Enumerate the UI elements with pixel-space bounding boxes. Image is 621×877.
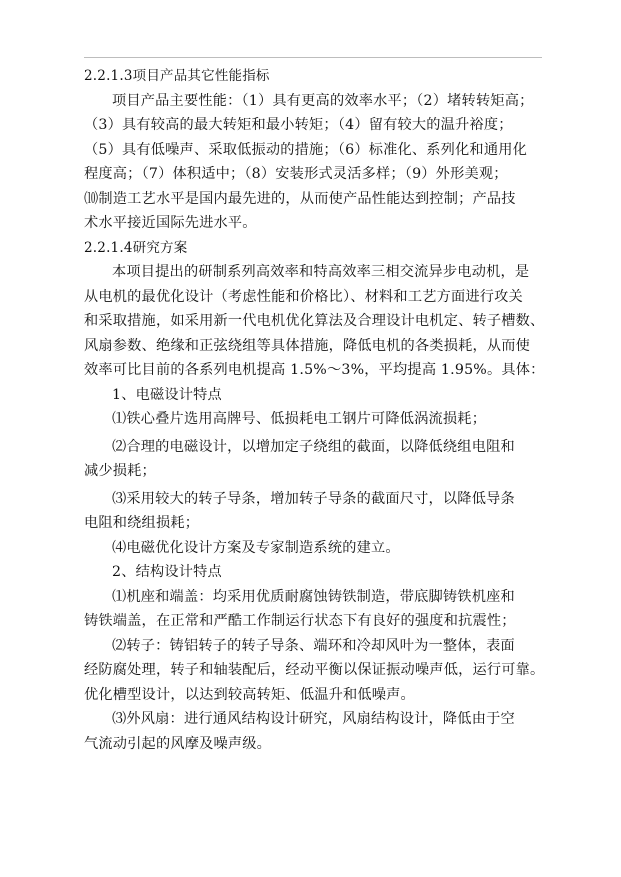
paragraph-line: 从电机的最优化设计（考虑性能和价格比）、材料和工艺方面进行攻关 [84, 288, 523, 305]
list-item: ⑶外风扇：进行通风结构设计研究，风扇结构设计，降低由于空 [112, 711, 515, 727]
list-item: ⑷电磁优化设计方案及专家制造系统的建立。 [112, 539, 400, 556]
paragraph-line: 项目产品主要性能：（1）具有更高的效率水平；（2）堵转转矩高； [112, 92, 534, 109]
paragraph-line: 风扇参数、绝缘和正弦绕组等具体措施，降低电机的各类损耗，从而使 [84, 337, 531, 354]
paragraph-line: 术水平接近国际先进水平。 [84, 215, 257, 231]
paragraph-line: （5）具有低噪声、采取低振动的措施；（6）标准化、系列化和通用化 [84, 141, 527, 158]
paragraph-line: 本项目提出的研制系列高效率和特高效率三相交流异步电动机，是 [112, 264, 530, 280]
list-item-continuation: 减少损耗； [84, 463, 156, 479]
list-item-continuation: 电阻和绕组损耗； [84, 515, 200, 531]
list-item: ⑵合理的电磁设计，以增加定子绕组的截面，以降低绕组电阻和 [112, 438, 515, 455]
subheading-electromagnetic: 1、电磁设计特点 [112, 386, 222, 403]
paragraph-line: 和采取措施，如采用新一代电机优化算法及合理设计电机定、转子槽数、 [84, 313, 545, 329]
document-body [84, 64, 545, 756]
paragraph-line: ⑽制造工艺水平是国内最先进的，从而使产品性能达到控制；产品技 [84, 190, 516, 207]
header-rule [84, 57, 542, 58]
list-item-continuation: 气流动引起的风摩及噪声级。 [84, 735, 272, 752]
paragraph-line: 程度高；（7）体积适中；（8）安装形式灵活多样；（9）外形美观； [84, 166, 508, 182]
paragraph-line: 效率可比目前的各系列电机提高 1.5%～3%，平均提高 1.95%。具体： [84, 362, 545, 378]
list-item: ⑵转子：铸铝转子的转子导条、端环和冷却风叶为一整体，表面 [112, 637, 515, 654]
subheading-structure: 2、结构设计特点 [112, 564, 222, 580]
list-item: ⑶采用较大的转子导条，增加转子导条的截面尺寸，以降低导条 [112, 490, 515, 507]
heading-2-2-1-4: 2.2.1.4研究方案 [84, 239, 188, 256]
list-item-continuation: 优化槽型设计，以达到较高转矩、低温升和低噪声。 [84, 686, 415, 703]
heading-2-2-1-3: 2.2.1.3项目产品其它性能指标 [84, 68, 270, 84]
list-item-continuation: 铸铁端盖，在正常和严酷工作制运行状态下有良好的强度和抗震性； [84, 613, 516, 629]
list-item-continuation: 经防腐处理，转子和轴装配后，经动平衡以保证振动噪声低，运行可靠。 [84, 662, 545, 678]
paragraph-line: （3）具有较高的最大转矩和最小转矩；（4）留有较大的温升裕度； [84, 117, 513, 133]
list-item: ⑴机座和端盖：均采用优质耐腐蚀铸铁制造，带底脚铸铁机座和 [112, 588, 515, 605]
list-item: ⑴铁心叠片选用高牌号、低损耗电工钢片可降低涡流损耗； [112, 411, 487, 427]
